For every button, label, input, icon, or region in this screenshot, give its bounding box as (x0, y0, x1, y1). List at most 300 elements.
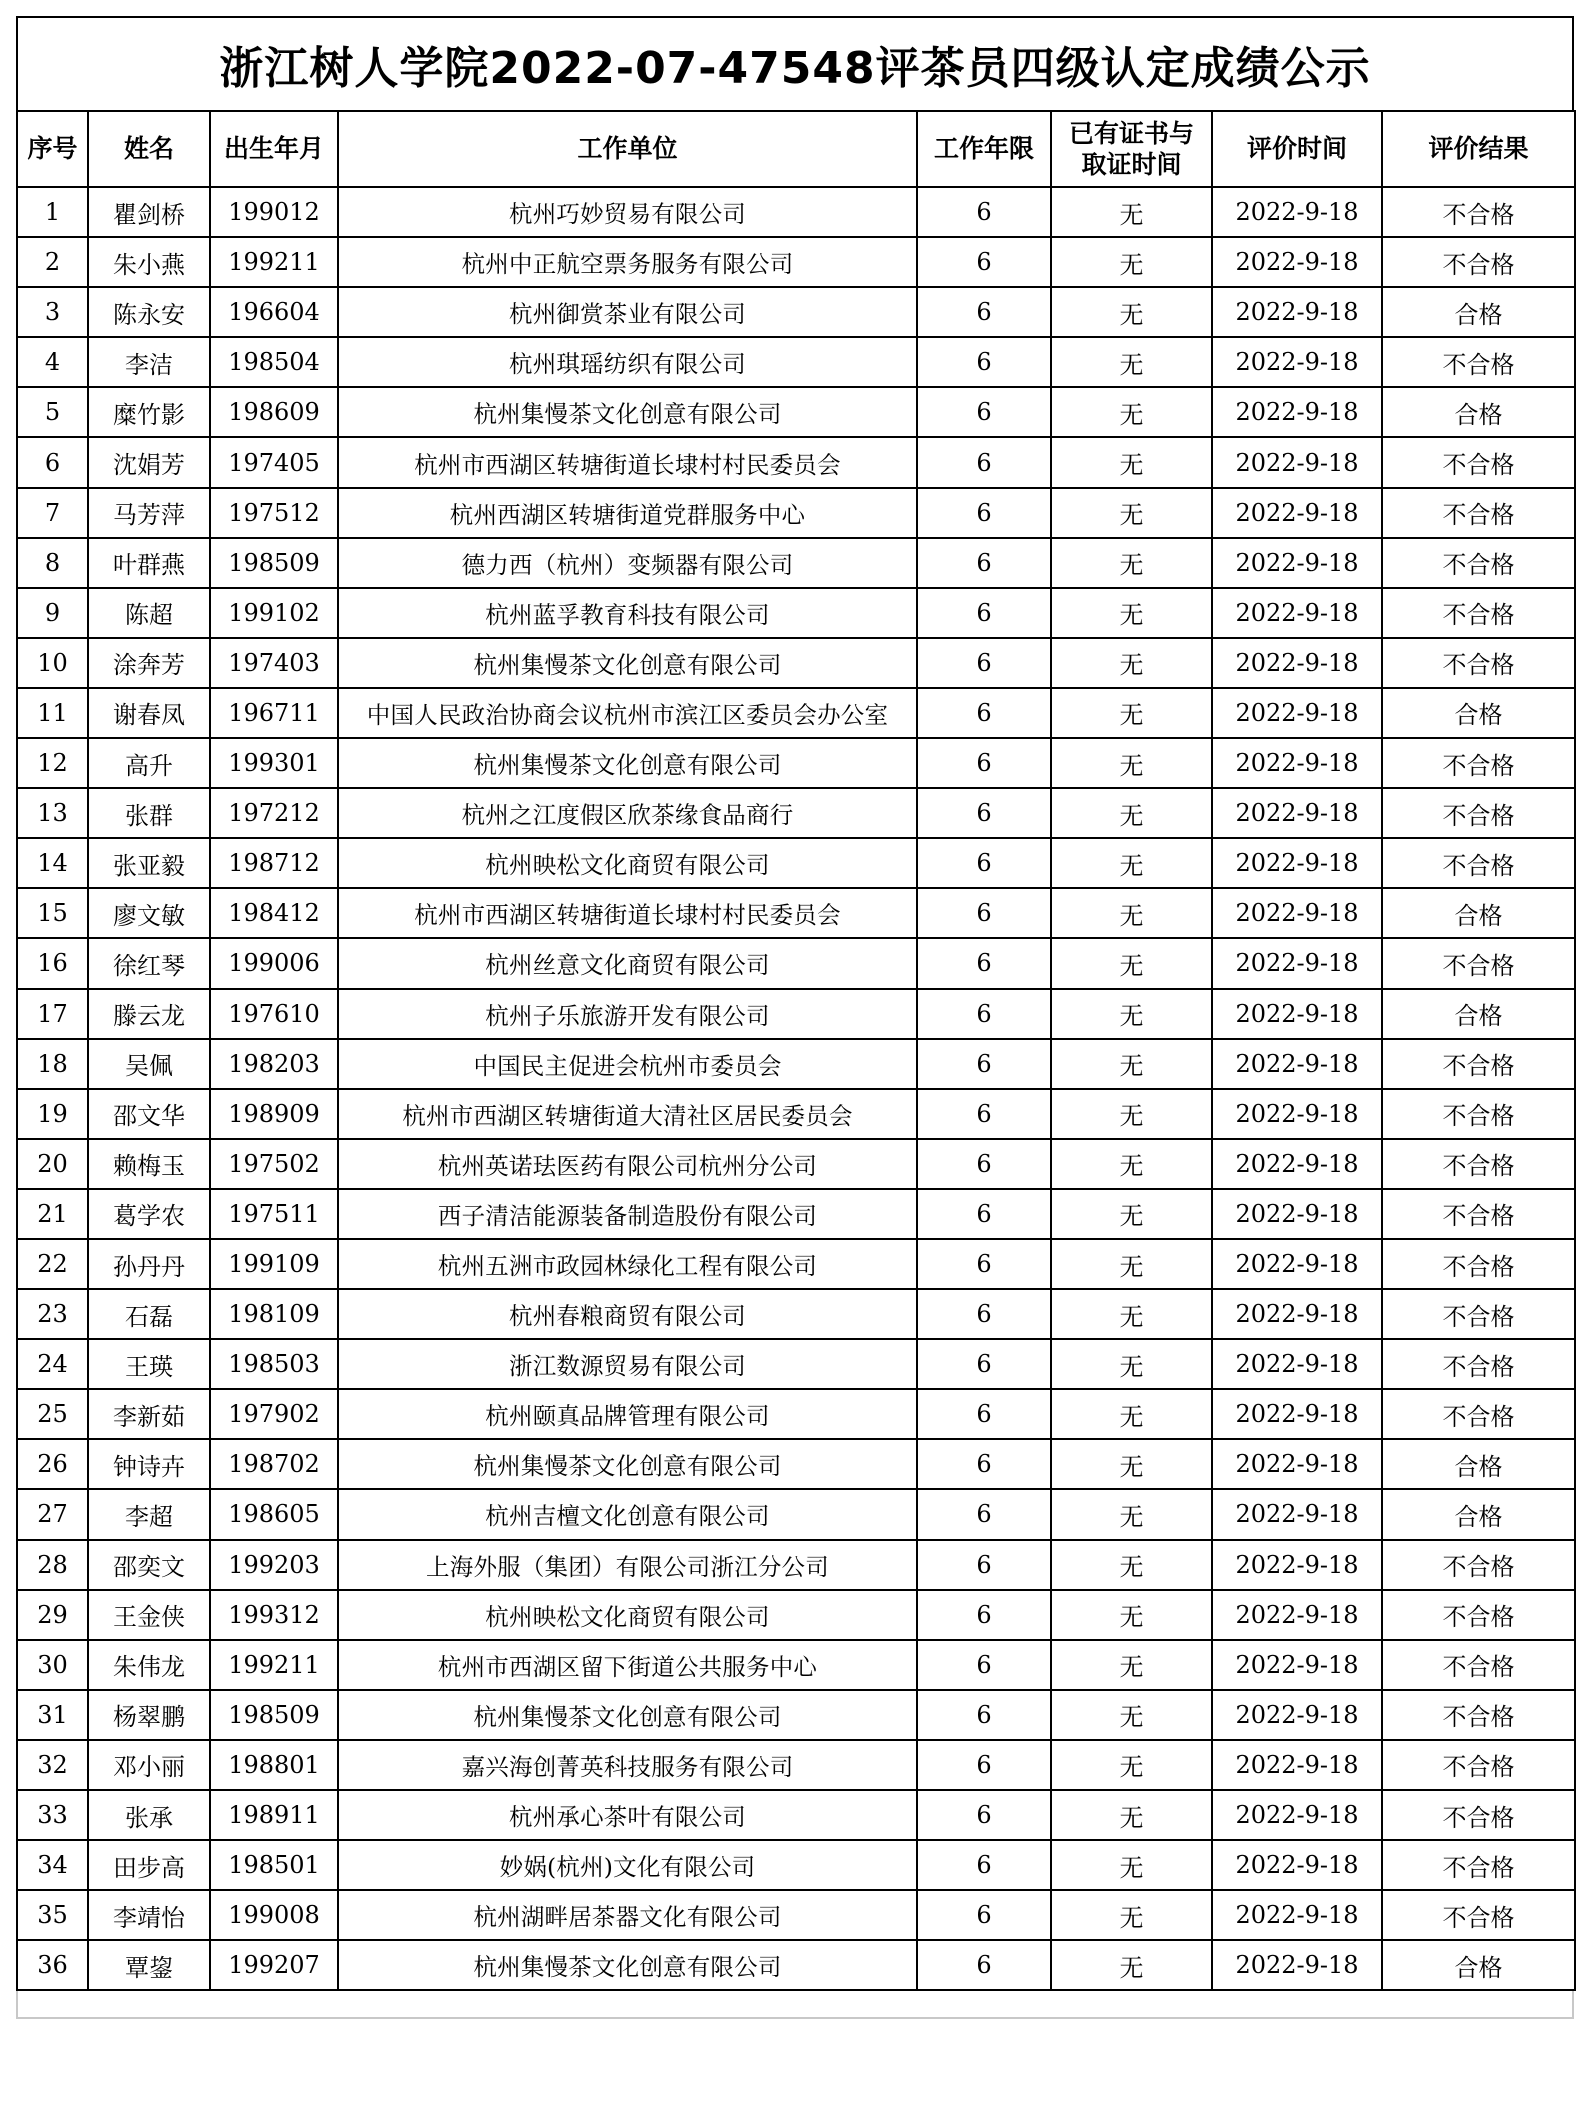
cell-birth: 198909 (210, 1089, 338, 1139)
table-row (17, 1540, 1575, 1590)
cell-birth: 198702 (210, 1439, 338, 1489)
cell-date: 2022-9-18 (1212, 1389, 1382, 1439)
table-row (17, 788, 1575, 838)
cell-birth: 198503 (210, 1339, 338, 1389)
cell-birth: 198605 (210, 1489, 338, 1539)
cell-years: 6 (917, 838, 1051, 888)
cell-cert: 无 (1051, 1690, 1212, 1740)
cell-date: 2022-9-18 (1212, 1039, 1382, 1089)
cell-birth: 197512 (210, 488, 338, 538)
cell-seq: 33 (17, 1790, 88, 1840)
cell-result: 不合格 (1382, 1339, 1575, 1389)
table-row (17, 989, 1575, 1039)
cell-years: 6 (917, 538, 1051, 588)
cell-birth: 199109 (210, 1239, 338, 1289)
cell-result: 不合格 (1382, 1740, 1575, 1790)
cell-seq: 29 (17, 1590, 88, 1640)
cell-seq: 32 (17, 1740, 88, 1790)
cell-seq: 19 (17, 1089, 88, 1139)
cell-birth: 196604 (210, 287, 338, 337)
cell-birth: 199312 (210, 1590, 338, 1640)
cell-name: 沈娟芳 (88, 437, 210, 487)
cell-cert: 无 (1051, 337, 1212, 387)
cell-date: 2022-9-18 (1212, 1840, 1382, 1890)
cell-cert: 无 (1051, 1790, 1212, 1840)
header-cert: 已有证书与取证时间 (1051, 111, 1212, 187)
table-row (17, 1840, 1575, 1890)
cell-cert: 无 (1051, 1540, 1212, 1590)
table-row (17, 1590, 1575, 1640)
cell-name: 赖梅玉 (88, 1139, 210, 1189)
cell-date: 2022-9-18 (1212, 788, 1382, 838)
cell-unit: 杭州之江度假区欣茶缘食品商行 (338, 788, 917, 838)
cell-seq: 24 (17, 1339, 88, 1389)
cell-seq: 3 (17, 287, 88, 337)
cell-years: 6 (917, 237, 1051, 287)
cell-date: 2022-9-18 (1212, 989, 1382, 1039)
cell-cert: 无 (1051, 237, 1212, 287)
cell-result: 不合格 (1382, 1690, 1575, 1740)
cell-name: 朱伟龙 (88, 1640, 210, 1690)
cell-unit: 杭州映松文化商贸有限公司 (338, 1590, 917, 1640)
cell-years: 6 (917, 1189, 1051, 1239)
cell-date: 2022-9-18 (1212, 1489, 1382, 1539)
table-row (17, 387, 1575, 437)
cell-date: 2022-9-18 (1212, 838, 1382, 888)
table-row (17, 437, 1575, 487)
cell-birth: 199006 (210, 938, 338, 988)
cell-date: 2022-9-18 (1212, 1890, 1382, 1940)
cell-birth: 199102 (210, 588, 338, 638)
cell-birth: 199207 (210, 1940, 338, 1990)
cell-years: 6 (917, 1590, 1051, 1640)
cell-result: 不合格 (1382, 738, 1575, 788)
cell-date: 2022-9-18 (1212, 387, 1382, 437)
cell-unit: 杭州丝意文化商贸有限公司 (338, 938, 917, 988)
cell-name: 葛学农 (88, 1189, 210, 1239)
cell-name: 钟诗卉 (88, 1439, 210, 1489)
header-years: 工作年限 (917, 111, 1051, 187)
cell-cert: 无 (1051, 989, 1212, 1039)
cell-years: 6 (917, 688, 1051, 738)
header-date: 评价时间 (1212, 111, 1382, 187)
cell-seq: 34 (17, 1840, 88, 1890)
table-row (17, 538, 1575, 588)
header-unit: 工作单位 (338, 111, 917, 187)
table-row (17, 1790, 1575, 1840)
header-name: 姓名 (88, 111, 210, 187)
cell-unit: 杭州西湖区转塘街道党群服务中心 (338, 488, 917, 538)
cell-unit: 杭州英诺珐医药有限公司杭州分公司 (338, 1139, 917, 1189)
cell-cert: 无 (1051, 1089, 1212, 1139)
sheet-footer-grid (16, 1991, 1574, 2019)
cell-result: 不合格 (1382, 638, 1575, 688)
cell-seq: 22 (17, 1239, 88, 1289)
cell-seq: 13 (17, 788, 88, 838)
results-sheet (16, 16, 1574, 2019)
cell-name: 瞿剑桥 (88, 187, 210, 237)
cell-years: 6 (917, 287, 1051, 337)
cell-seq: 14 (17, 838, 88, 888)
cell-birth: 198412 (210, 888, 338, 938)
cell-unit: 西子清洁能源装备制造股份有限公司 (338, 1189, 917, 1239)
cell-unit: 杭州琪瑶纺织有限公司 (338, 337, 917, 387)
cell-birth: 197403 (210, 638, 338, 688)
cell-result: 不合格 (1382, 1189, 1575, 1239)
cell-birth: 199211 (210, 1640, 338, 1690)
cell-result: 不合格 (1382, 1790, 1575, 1840)
table-row (17, 187, 1575, 237)
cell-result: 不合格 (1382, 337, 1575, 387)
cell-unit: 杭州御赏茶业有限公司 (338, 287, 917, 337)
cell-years: 6 (917, 187, 1051, 237)
cell-result: 不合格 (1382, 938, 1575, 988)
cell-seq: 9 (17, 588, 88, 638)
cell-cert: 无 (1051, 187, 1212, 237)
cell-name: 高升 (88, 738, 210, 788)
cell-date: 2022-9-18 (1212, 688, 1382, 738)
cell-result: 不合格 (1382, 1039, 1575, 1089)
cell-years: 6 (917, 1890, 1051, 1940)
cell-years: 6 (917, 1840, 1051, 1890)
cell-seq: 6 (17, 437, 88, 487)
cell-birth: 199012 (210, 187, 338, 237)
cell-cert: 无 (1051, 738, 1212, 788)
cell-seq: 12 (17, 738, 88, 788)
cell-cert: 无 (1051, 1189, 1212, 1239)
cell-cert: 无 (1051, 1590, 1212, 1640)
cell-cert: 无 (1051, 1840, 1212, 1890)
table-row (17, 1890, 1575, 1940)
cell-name: 张承 (88, 1790, 210, 1840)
cell-cert: 无 (1051, 1389, 1212, 1439)
cell-years: 6 (917, 1489, 1051, 1539)
cell-date: 2022-9-18 (1212, 638, 1382, 688)
cell-name: 廖文敏 (88, 888, 210, 938)
cell-cert: 无 (1051, 1239, 1212, 1289)
cell-name: 杨翠鹏 (88, 1690, 210, 1740)
table-row (17, 588, 1575, 638)
cell-name: 徐红琴 (88, 938, 210, 988)
cell-result: 合格 (1382, 1489, 1575, 1539)
cell-seq: 35 (17, 1890, 88, 1940)
table-row (17, 1389, 1575, 1439)
cell-cert: 无 (1051, 1740, 1212, 1790)
cell-result: 合格 (1382, 888, 1575, 938)
cell-seq: 1 (17, 187, 88, 237)
cell-unit: 杭州集慢茶文化创意有限公司 (338, 387, 917, 437)
cell-cert: 无 (1051, 538, 1212, 588)
cell-date: 2022-9-18 (1212, 538, 1382, 588)
cell-result: 合格 (1382, 989, 1575, 1039)
cell-birth: 198801 (210, 1740, 338, 1790)
cell-name: 李洁 (88, 337, 210, 387)
cell-seq: 36 (17, 1940, 88, 1990)
cell-unit: 妙娲(杭州)文化有限公司 (338, 1840, 917, 1890)
cell-unit: 杭州五洲市政园林绿化工程有限公司 (338, 1239, 917, 1289)
cell-name: 张群 (88, 788, 210, 838)
cell-date: 2022-9-18 (1212, 437, 1382, 487)
table-row (17, 1189, 1575, 1239)
cell-birth: 199301 (210, 738, 338, 788)
cell-result: 不合格 (1382, 1590, 1575, 1640)
title-row (16, 16, 1574, 110)
cell-date: 2022-9-18 (1212, 1439, 1382, 1489)
cell-birth: 196711 (210, 688, 338, 738)
table-row (17, 638, 1575, 688)
cell-date: 2022-9-18 (1212, 1690, 1382, 1740)
cell-result: 不合格 (1382, 588, 1575, 638)
cell-years: 6 (917, 738, 1051, 788)
cell-date: 2022-9-18 (1212, 1940, 1382, 1990)
cell-result: 合格 (1382, 387, 1575, 437)
cell-date: 2022-9-18 (1212, 1289, 1382, 1339)
cell-birth: 198509 (210, 538, 338, 588)
cell-result: 合格 (1382, 287, 1575, 337)
cell-seq: 16 (17, 938, 88, 988)
table-row (17, 237, 1575, 287)
cell-birth: 197212 (210, 788, 338, 838)
cell-name: 滕云龙 (88, 989, 210, 1039)
cell-date: 2022-9-18 (1212, 1540, 1382, 1590)
cell-seq: 17 (17, 989, 88, 1039)
cell-years: 6 (917, 888, 1051, 938)
cell-result: 不合格 (1382, 1089, 1575, 1139)
cell-seq: 15 (17, 888, 88, 938)
cell-unit: 杭州集慢茶文化创意有限公司 (338, 1690, 917, 1740)
cell-years: 6 (917, 1039, 1051, 1089)
cell-years: 6 (917, 437, 1051, 487)
cell-years: 6 (917, 1940, 1051, 1990)
header-result: 评价结果 (1382, 111, 1575, 187)
cell-birth: 198509 (210, 1690, 338, 1740)
cell-date: 2022-9-18 (1212, 588, 1382, 638)
cell-name: 朱小燕 (88, 237, 210, 287)
cell-seq: 27 (17, 1489, 88, 1539)
cell-birth: 197511 (210, 1189, 338, 1239)
cell-name: 谢春凤 (88, 688, 210, 738)
cell-unit: 杭州集慢茶文化创意有限公司 (338, 638, 917, 688)
cell-birth: 197610 (210, 989, 338, 1039)
table-row (17, 1089, 1575, 1139)
cell-name: 马芳萍 (88, 488, 210, 538)
cell-result: 不合格 (1382, 1890, 1575, 1940)
cell-seq: 26 (17, 1439, 88, 1489)
results-table (16, 110, 1576, 1991)
cell-seq: 2 (17, 237, 88, 287)
cell-date: 2022-9-18 (1212, 287, 1382, 337)
cell-seq: 23 (17, 1289, 88, 1339)
cell-unit: 杭州子乐旅游开发有限公司 (338, 989, 917, 1039)
cell-cert: 无 (1051, 387, 1212, 437)
cell-years: 6 (917, 1239, 1051, 1289)
cell-years: 6 (917, 1540, 1051, 1590)
cell-seq: 5 (17, 387, 88, 437)
cell-cert: 无 (1051, 1640, 1212, 1690)
cell-unit: 德力西（杭州）变频器有限公司 (338, 538, 917, 588)
cell-date: 2022-9-18 (1212, 1089, 1382, 1139)
cell-unit: 中国人民政治协商会议杭州市滨江区委员会办公室 (338, 688, 917, 738)
cell-name: 石磊 (88, 1289, 210, 1339)
cell-unit: 杭州市西湖区转塘街道长埭村村民委员会 (338, 888, 917, 938)
cell-years: 6 (917, 989, 1051, 1039)
header-seq: 序号 (17, 111, 88, 187)
cell-result: 合格 (1382, 688, 1575, 738)
cell-unit: 杭州集慢茶文化创意有限公司 (338, 738, 917, 788)
cell-result: 合格 (1382, 1439, 1575, 1489)
table-row (17, 287, 1575, 337)
cell-seq: 4 (17, 337, 88, 387)
cell-years: 6 (917, 638, 1051, 688)
cell-birth: 198712 (210, 838, 338, 888)
cell-cert: 无 (1051, 788, 1212, 838)
cell-birth: 199203 (210, 1540, 338, 1590)
cell-seq: 20 (17, 1139, 88, 1189)
cell-years: 6 (917, 1289, 1051, 1339)
cell-cert: 无 (1051, 688, 1212, 738)
cell-date: 2022-9-18 (1212, 1640, 1382, 1690)
cell-name: 涂奔芳 (88, 638, 210, 688)
cell-result: 不合格 (1382, 1540, 1575, 1590)
cell-unit: 浙江数源贸易有限公司 (338, 1339, 917, 1389)
cell-seq: 10 (17, 638, 88, 688)
cell-years: 6 (917, 1139, 1051, 1189)
cell-unit: 杭州巧妙贸易有限公司 (338, 187, 917, 237)
cell-date: 2022-9-18 (1212, 237, 1382, 287)
cell-name: 李靖怡 (88, 1890, 210, 1940)
cell-birth: 198203 (210, 1039, 338, 1089)
cell-years: 6 (917, 1690, 1051, 1740)
cell-result: 合格 (1382, 1940, 1575, 1990)
cell-name: 叶群燕 (88, 538, 210, 588)
cell-name: 李新茹 (88, 1389, 210, 1439)
table-row (17, 1439, 1575, 1489)
cell-cert: 无 (1051, 1289, 1212, 1339)
table-body (17, 187, 1575, 1990)
cell-unit: 上海外服（集团）有限公司浙江分公司 (338, 1540, 917, 1590)
cell-years: 6 (917, 488, 1051, 538)
cell-cert: 无 (1051, 938, 1212, 988)
cell-years: 6 (917, 337, 1051, 387)
cell-name: 孙丹丹 (88, 1239, 210, 1289)
cell-date: 2022-9-18 (1212, 187, 1382, 237)
cell-unit: 杭州市西湖区留下街道公共服务中心 (338, 1640, 917, 1690)
cell-name: 糜竹影 (88, 387, 210, 437)
cell-years: 6 (917, 588, 1051, 638)
cell-name: 吴佩 (88, 1039, 210, 1089)
cell-unit: 嘉兴海创菁英科技服务有限公司 (338, 1740, 917, 1790)
cell-name: 邵文华 (88, 1089, 210, 1139)
cell-seq: 31 (17, 1690, 88, 1740)
cell-date: 2022-9-18 (1212, 1790, 1382, 1840)
cell-unit: 杭州映松文化商贸有限公司 (338, 838, 917, 888)
cell-birth: 198501 (210, 1840, 338, 1890)
cell-result: 不合格 (1382, 1239, 1575, 1289)
cell-result: 不合格 (1382, 1139, 1575, 1189)
cell-years: 6 (917, 1089, 1051, 1139)
cell-seq: 21 (17, 1189, 88, 1239)
table-row (17, 838, 1575, 888)
cell-result: 不合格 (1382, 1389, 1575, 1439)
cell-unit: 杭州颐真品牌管理有限公司 (338, 1389, 917, 1439)
table-header (17, 111, 1575, 187)
table-row (17, 488, 1575, 538)
cell-date: 2022-9-18 (1212, 1239, 1382, 1289)
cell-unit: 杭州市西湖区转塘街道长埭村村民委员会 (338, 437, 917, 487)
table-row (17, 1690, 1575, 1740)
cell-result: 不合格 (1382, 838, 1575, 888)
table-row (17, 337, 1575, 387)
cell-name: 王金侠 (88, 1590, 210, 1640)
cell-result: 不合格 (1382, 538, 1575, 588)
table-row (17, 938, 1575, 988)
header-row (17, 111, 1575, 187)
cell-years: 6 (917, 788, 1051, 838)
cell-result: 不合格 (1382, 437, 1575, 487)
cell-unit: 杭州市西湖区转塘街道大清社区居民委员会 (338, 1089, 917, 1139)
cell-unit: 杭州集慢茶文化创意有限公司 (338, 1439, 917, 1489)
cell-name: 田步高 (88, 1840, 210, 1890)
table-row (17, 1940, 1575, 1990)
cell-name: 张亚毅 (88, 838, 210, 888)
cell-years: 6 (917, 1740, 1051, 1790)
cell-name: 李超 (88, 1489, 210, 1539)
cell-result: 不合格 (1382, 488, 1575, 538)
cell-name: 邓小丽 (88, 1740, 210, 1790)
cell-cert: 无 (1051, 437, 1212, 487)
table-row (17, 1239, 1575, 1289)
cell-unit: 杭州承心茶叶有限公司 (338, 1790, 917, 1840)
cell-years: 6 (917, 938, 1051, 988)
cell-date: 2022-9-18 (1212, 1590, 1382, 1640)
table-row (17, 1489, 1575, 1539)
page-title: 浙江树人学院2022-07-47548评茶员四级认定成绩公示 (219, 43, 1371, 94)
cell-birth: 198109 (210, 1289, 338, 1339)
cell-cert: 无 (1051, 488, 1212, 538)
cell-unit: 中国民主促进会杭州市委员会 (338, 1039, 917, 1089)
cell-cert: 无 (1051, 1489, 1212, 1539)
cell-name: 陈永安 (88, 287, 210, 337)
cell-date: 2022-9-18 (1212, 1339, 1382, 1389)
cell-date: 2022-9-18 (1212, 488, 1382, 538)
cell-birth: 198911 (210, 1790, 338, 1840)
cell-cert: 无 (1051, 1439, 1212, 1489)
cell-unit: 杭州蓝孚教育科技有限公司 (338, 588, 917, 638)
cell-date: 2022-9-18 (1212, 888, 1382, 938)
cell-seq: 7 (17, 488, 88, 538)
table-row (17, 888, 1575, 938)
table-row (17, 1139, 1575, 1189)
cell-seq: 18 (17, 1039, 88, 1089)
cell-years: 6 (917, 1790, 1051, 1840)
cell-seq: 30 (17, 1640, 88, 1690)
cell-cert: 无 (1051, 888, 1212, 938)
cell-result: 不合格 (1382, 187, 1575, 237)
cell-years: 6 (917, 1439, 1051, 1489)
cell-date: 2022-9-18 (1212, 1740, 1382, 1790)
cell-result: 不合格 (1382, 788, 1575, 838)
table-row (17, 1039, 1575, 1089)
cell-result: 不合格 (1382, 1840, 1575, 1890)
cell-result: 不合格 (1382, 1289, 1575, 1339)
cell-unit: 杭州集慢茶文化创意有限公司 (338, 1940, 917, 1990)
cell-seq: 28 (17, 1540, 88, 1590)
cell-birth: 197902 (210, 1389, 338, 1439)
cell-result: 不合格 (1382, 237, 1575, 287)
cell-result: 不合格 (1382, 1640, 1575, 1690)
cell-unit: 杭州中正航空票务服务有限公司 (338, 237, 917, 287)
cell-cert: 无 (1051, 287, 1212, 337)
